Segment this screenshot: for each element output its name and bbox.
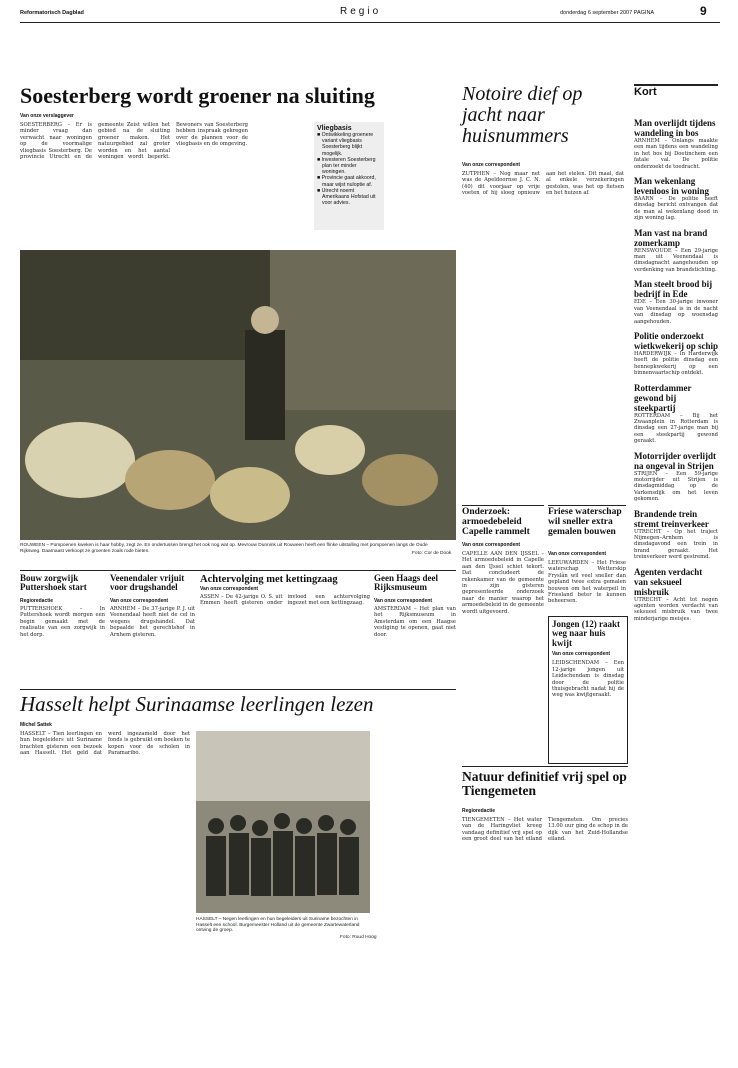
friese-rule xyxy=(548,505,626,506)
friese-byline: Van onze correspondent xyxy=(548,551,607,557)
kort-item: Man vast na brand zomerkamp RENSWOUDE – Een 29-jarige man uit Veenendaal is dinsdagnacht aangehouden op verdenking van brandstichting. xyxy=(634,227,718,273)
publication-name: Reformatorisch Dagblad xyxy=(20,10,84,16)
veenendaler-text: ARNHEM – De 37-jarige P. J. uit Veenendaal heeft niet de cel in wegens drugshandel. Dat bepaalde het gerechtshof in Arnhem gisteren. xyxy=(110,606,195,638)
hasselt-text: HASSELT – Tien leerlingen en hun begeleiders uit Suriname brachten gisteren een bezoek aan Hasselt. Het geld dat werd ingezameld door het fonds is gebruikt om boeken te kopen voor de scholen in Paramaribo. xyxy=(20,731,190,757)
bouw-headline: Bouw zorgwijk Puttershoek start xyxy=(20,573,87,593)
natuur-byline: Regioredactie xyxy=(462,808,496,814)
onderzoek-byline: Van onze correspondent xyxy=(462,542,521,548)
achtervolging-byline: Van onze correspondent xyxy=(200,586,259,592)
bouw-text: PUTTERSHOEK – In Puttershoek wordt morgen een begin gemaakt met de realisatie van een zorgwijk in het dorp. xyxy=(20,606,105,638)
date-line: donderdag 6 september 2007 PAGINA xyxy=(560,10,655,16)
friese-text: LEEUWARDEN – Het Friese waterschap Wetterskip Fryslân wil veel sneller dan gepland twee extra gemalen bouwen om het waterpeil in Friesland beter te kunnen beheersen. xyxy=(548,560,626,605)
pumpkin-photo-illustration xyxy=(20,250,456,540)
main-headline: Soesterberg wordt groener na sluiting xyxy=(20,83,375,108)
haags-headline: Geen Haags deel Rijksmuseum xyxy=(374,573,438,593)
vliegbasis-box xyxy=(314,122,384,230)
hasselt-text-cont xyxy=(196,945,454,1051)
kort-item: Rotterdammer gewond bij steekpartij ROTTERDAM – Bij het Zwaanplein in Rotterdam is dinsdag een 27-jarige man bij een steekpartij gewond geraakt. xyxy=(634,382,718,445)
hasselt-photo-illustration xyxy=(196,731,370,913)
haags-text: AMSTERDAM – Het plan van het Rijksmuseum in Amsterdam om een Haagse vestiging te openen, gaat niet door. xyxy=(374,606,456,638)
list-item: ■ Ontwikkeling groenere variant vliegbasis Soesterberg blijkt mogelijk. xyxy=(317,132,374,157)
main-article-text-cont xyxy=(388,122,458,247)
jongen-byline: Van onze correspondent xyxy=(552,651,611,658)
vliegbasis-list xyxy=(317,132,381,206)
notoire-text: ZUTPHEN – Nog maar net was de Apeldoornse J. C. N. (40) dit voorjaar op vrije voeten of hij sloeg opnieuw aan het stelen. Dit maal, dat al enkele verzekeringen gestolen, was het op fietsen en het huizen af. xyxy=(462,171,624,197)
natuur-headline: Natuur definitief vrij spel op Tiengemeten xyxy=(462,769,627,799)
hasselt-headline: Hasselt helpt Surinaamse leerlingen lezen xyxy=(20,692,374,716)
page-number: 9 xyxy=(700,4,707,18)
short-stories-rule xyxy=(20,570,456,571)
kort-item: Man steelt brood bij bedrijf in Ede EDE – Een 30-jarige inwoner van Veenendaal is in de nacht van dinsdag op woensdag aangehouden. xyxy=(634,279,718,325)
header-rule xyxy=(20,22,720,23)
section-name: Regio xyxy=(340,6,382,17)
bouw-byline: Regioredactie xyxy=(20,598,54,604)
notoire-byline: Van onze correspondent xyxy=(462,162,521,168)
veenendaler-headline: Veenendaler vrijuit voor drugshandel xyxy=(110,573,185,593)
jongen-headline: Jongen (12) raakt weg naar huis kwijt xyxy=(552,619,620,648)
pumpkin-photo-credit: Foto: Cor de Dook xyxy=(412,551,452,556)
achtervolging-text: ASSEN – De 42-jarige O. S. uit Emmen heeft gisteren onder invloed een achtervolging ingezet met een kettingzaag. xyxy=(200,594,370,607)
kort-item: Man wekenlang levenloos in woning BAARN – De politie heeft dinsdag bericht ontvangen dat de man al wekenlang dood in zijn woning lag. xyxy=(634,176,718,222)
hasselt-photo xyxy=(196,731,370,913)
veenendaler-byline: Van onze correspondent xyxy=(110,598,169,604)
hasselt-rule xyxy=(20,689,456,690)
main-article-text: SOESTERBERG – Er is minder vraag dan verwacht naar woningen op de voormalige vliegbasis Soesterberg. De provincie Utrecht en de gemeente Zeist willen het gebied na de sluiting groener maken. Het natuurgebied zal groter worden en het aantal woningen wordt beperkt. Bewoners van Soesterberg hebben inspraak gekregen over de plannen voor de vliegbasis en de omgeving. xyxy=(20,122,248,161)
natuur-rule xyxy=(462,766,628,767)
kort-column xyxy=(634,118,718,628)
natuur-text: TIENGEMETEN – Het water van de Haringvliet kreeg vandaag definitief vrij spel op een groot deel van het eiland Tiengemeten. Om precies 13.00 uur ging de schop in de dijk van het Zuid-Hollandse eiland. xyxy=(462,817,628,843)
kort-header xyxy=(634,84,718,100)
pumpkin-photo-caption: ROUWEEN – Pompoenen kweken is haar hobby, zegt ze. En ondertussen brengt het ook nog wat op. Mevrouw Dunnink uit Rouween heeft een flinke uitstalling met pompoenen langs de Oude Rijksweg. Daarnaast verkoopt ze groenten zoals rode bieten. xyxy=(20,543,428,554)
kort-item: Agenten verdacht van seksueel misbruik UTRECHT – Acht tot negen agenten worden verdacht van seksueel misbruik van twee minderjarige meisjes. xyxy=(634,566,718,622)
pumpkin-photo xyxy=(20,250,456,540)
hasselt-photo-credit: Foto: Ruud Hoog xyxy=(340,935,377,940)
friese-headline: Friese waterschap wil sneller extra gemalen bouwen xyxy=(548,507,622,537)
kort-item: Brandende trein stremt treinverkeer UTRECHT – Op het traject Nijmegen–Arnhem is dinsdagavond een trein in brand geraakt. Het treinverkeer werd gestremd. xyxy=(634,508,718,561)
kort-item: Politie onderzoekt wietkwekerij op schip HARDERWIJK – In Harderwijk heeft de politie dinsdag een hennepkwekerij op een binnenvaartschip ontdekt. xyxy=(634,330,718,377)
jongen-box xyxy=(548,616,628,764)
haags-byline: Van onze correspondent xyxy=(374,598,433,604)
kort-label: Kort xyxy=(634,86,657,98)
kort-item: Man overlijdt tijdens wandeling in bos ARNHEM – Onlangs maakte een man tijdens een wandeling in het bos bij Doetinchem een fatale val. De politie onderzoekt de toedracht. xyxy=(634,118,718,170)
kort-item: Motorrijder overlijdt na ongeval in Strijen STRIJEN – Een 59-jarige motorrijder uit Strijen is dinsdagmiddag op de Varkensdijk om het leven gekomen. xyxy=(634,450,718,503)
main-byline: Van onze verslaggever xyxy=(20,113,74,119)
achtervolging-headline: Achtervolging met kettingzaag xyxy=(200,574,338,585)
vliegbasis-box-title: Vliegbasis xyxy=(317,125,352,132)
hasselt-byline: Michel Sattek xyxy=(20,722,52,728)
list-item: ■ Utrecht noemt Amerikaans Hofstad uit voor advies. xyxy=(317,187,376,207)
hasselt-photo-caption: HASSELT – Negen leerlingen en hun begeleiders uit Suriname bezochten in Hasselt een school. Burgemeester Holland uit de gemeente Zwartewaterland ontving de groep. xyxy=(196,917,360,934)
notoire-headline: Notoire dief op jacht naar huisnummers xyxy=(462,83,583,147)
onderzoek-headline: Onderzoek: armoedebeleid Capelle rammelt xyxy=(462,507,530,537)
list-item: ■ Investeren Soesterberg plan ter minder woningen. xyxy=(317,156,376,176)
list-item: ■ Provincie gaat akkoord, maar wijst nuloptie af. xyxy=(317,175,376,188)
onderzoek-rule xyxy=(462,505,544,506)
onderzoek-text: CAPELLE AAN DEN IJSSEL – Het armoedebeleid in Capelle aan den IJssel schiet tekort. Dat concludeert de rekenkamer van de gemeente in zijn gisteren gepresenteerde onderzoek naar de manier waarop het armoedebeleid in de gemeente wordt uitgevoerd. xyxy=(462,551,544,615)
jongen-text: LEIDSCHENDAM – Een 12-jarige jongen uit Leidschendam is dinsdag door de politie thuisgebracht nadat hij de weg was kwijtgeraakt. xyxy=(552,660,624,699)
